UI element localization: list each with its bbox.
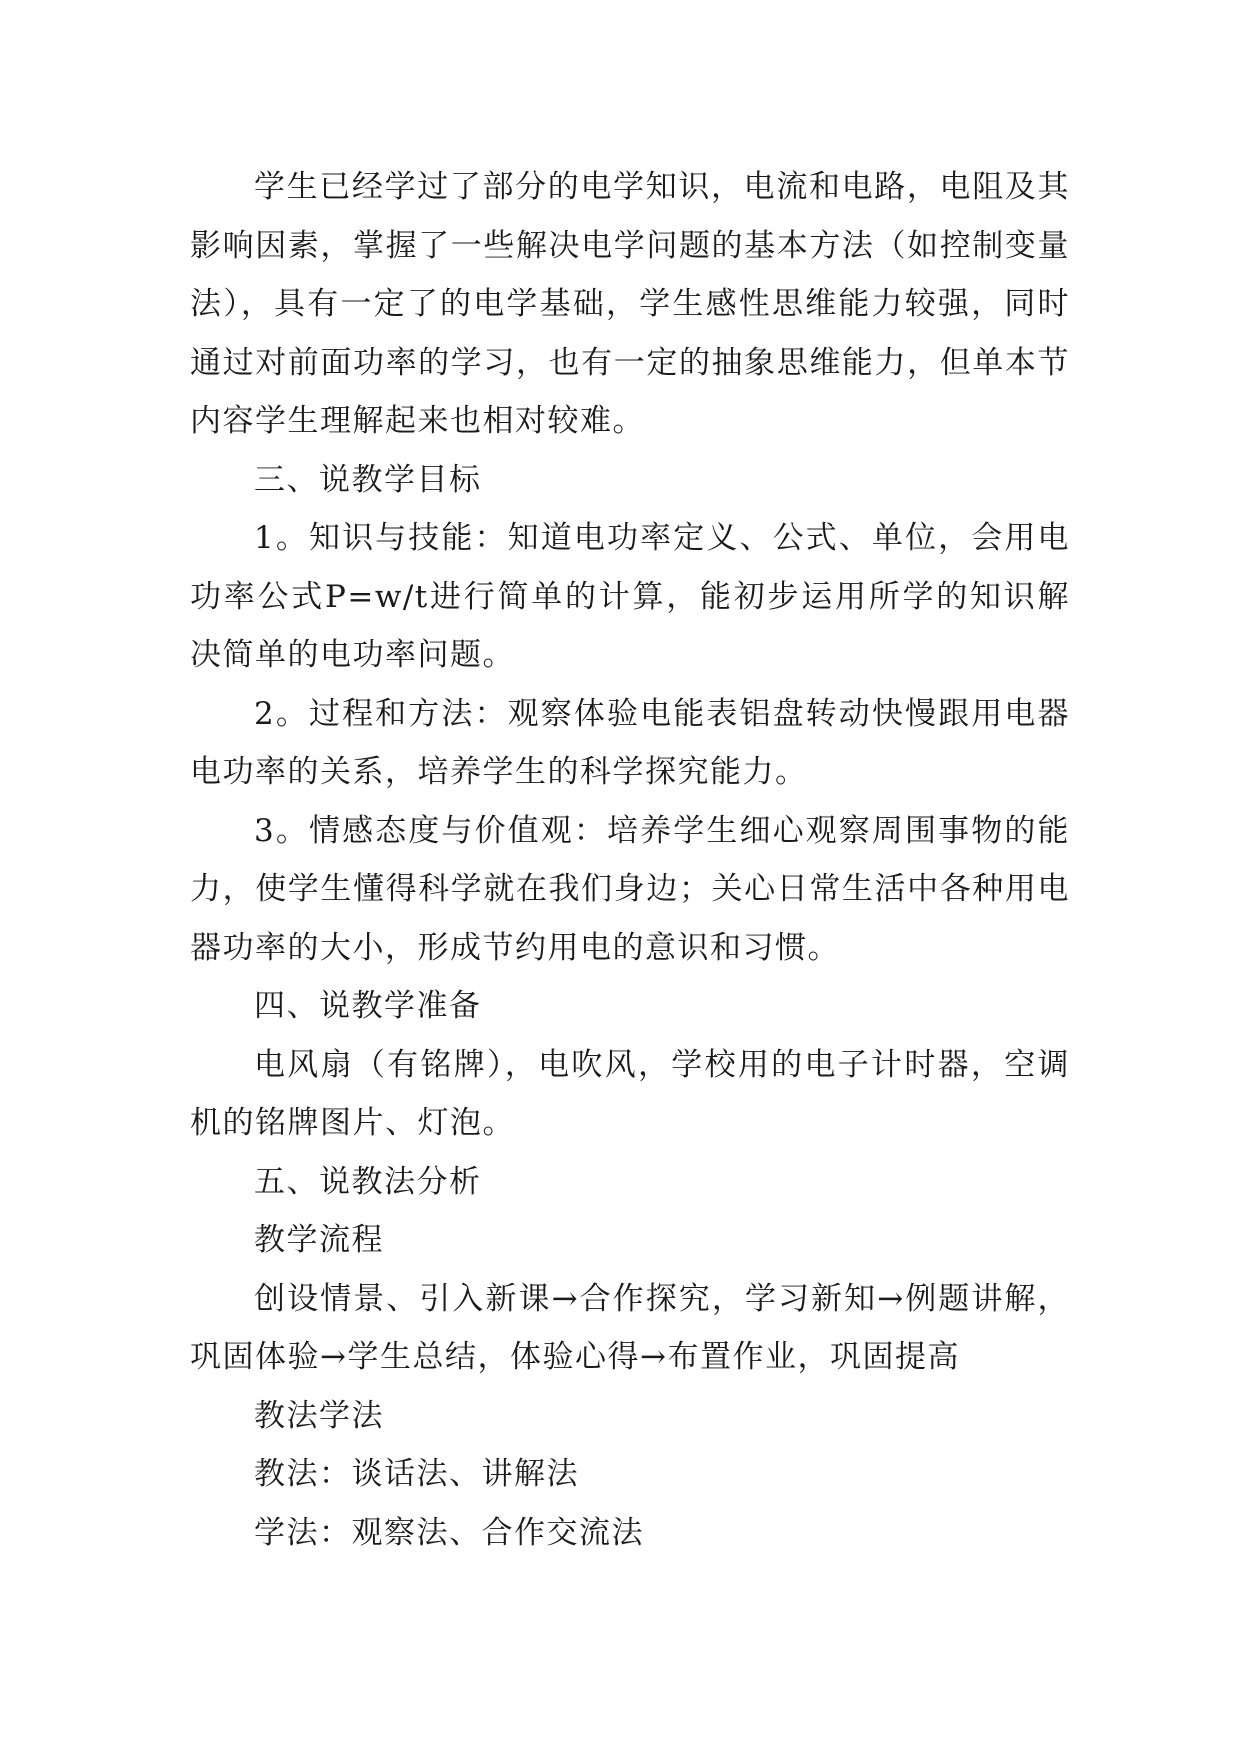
document-body [190, 158, 1070, 1562]
paragraph-goal-attitude: 3。情感态度与价值观：培养学生细心观察周围事物的能力，使学生懂得科学就在我们身边；关心日常生活中各种用电器功率的大小，形成节约用电的意识和习惯。 [190, 812, 1070, 966]
heading-teaching-goals: 三、说教学目标 [254, 461, 482, 498]
paragraph-teaching-method: 教法：谈话法、讲解法 [254, 1456, 579, 1492]
heading-method-analysis: 五、说教法分析 [254, 1163, 482, 1200]
paragraph-learning-method: 学法：观察法、合作交流法 [254, 1514, 644, 1551]
paragraph-teaching-flow: 创设情景、引入新课→合作探究，学习新知→例题讲解，巩固体验→学生总结，体验心得→布置作业，巩固提高 [190, 1280, 1070, 1375]
paragraph-goal-knowledge: 1。知识与技能：知道电功率定义、公式、单位，会用电功率公式P=w/t进行简单的计算，能初步运用所学的知识解决简单的电功率问题。 [190, 520, 1070, 673]
paragraph-goal-process: 2。过程和方法：观察体验电能表铝盘转动快慢跟用电器电功率的关系，培养学生的科学探究能力。 [190, 695, 1070, 790]
paragraph-student-analysis: 学生已经学过了部分的电学知识，电流和电路，电阻及其影响因素，掌握了一些解决电学问题的基本方法（如控制变量法），具有一定了的电学基础，学生感性思维能力较强，同时通过对前面功率的学习，也有一定的抽象思维能力，但单本节内容学生理解起来也相对较难。 [190, 169, 1070, 439]
subheading-teaching-flow: 教学流程 [254, 1222, 384, 1258]
subheading-teaching-methods: 教法学法 [254, 1397, 384, 1434]
heading-teaching-preparation: 四、说教学准备 [254, 988, 482, 1024]
paragraph-preparation-items: 电风扇（有铭牌），电吹风，学校用的电子计时器，空调机的铭牌图片、灯泡。 [190, 1046, 1070, 1141]
